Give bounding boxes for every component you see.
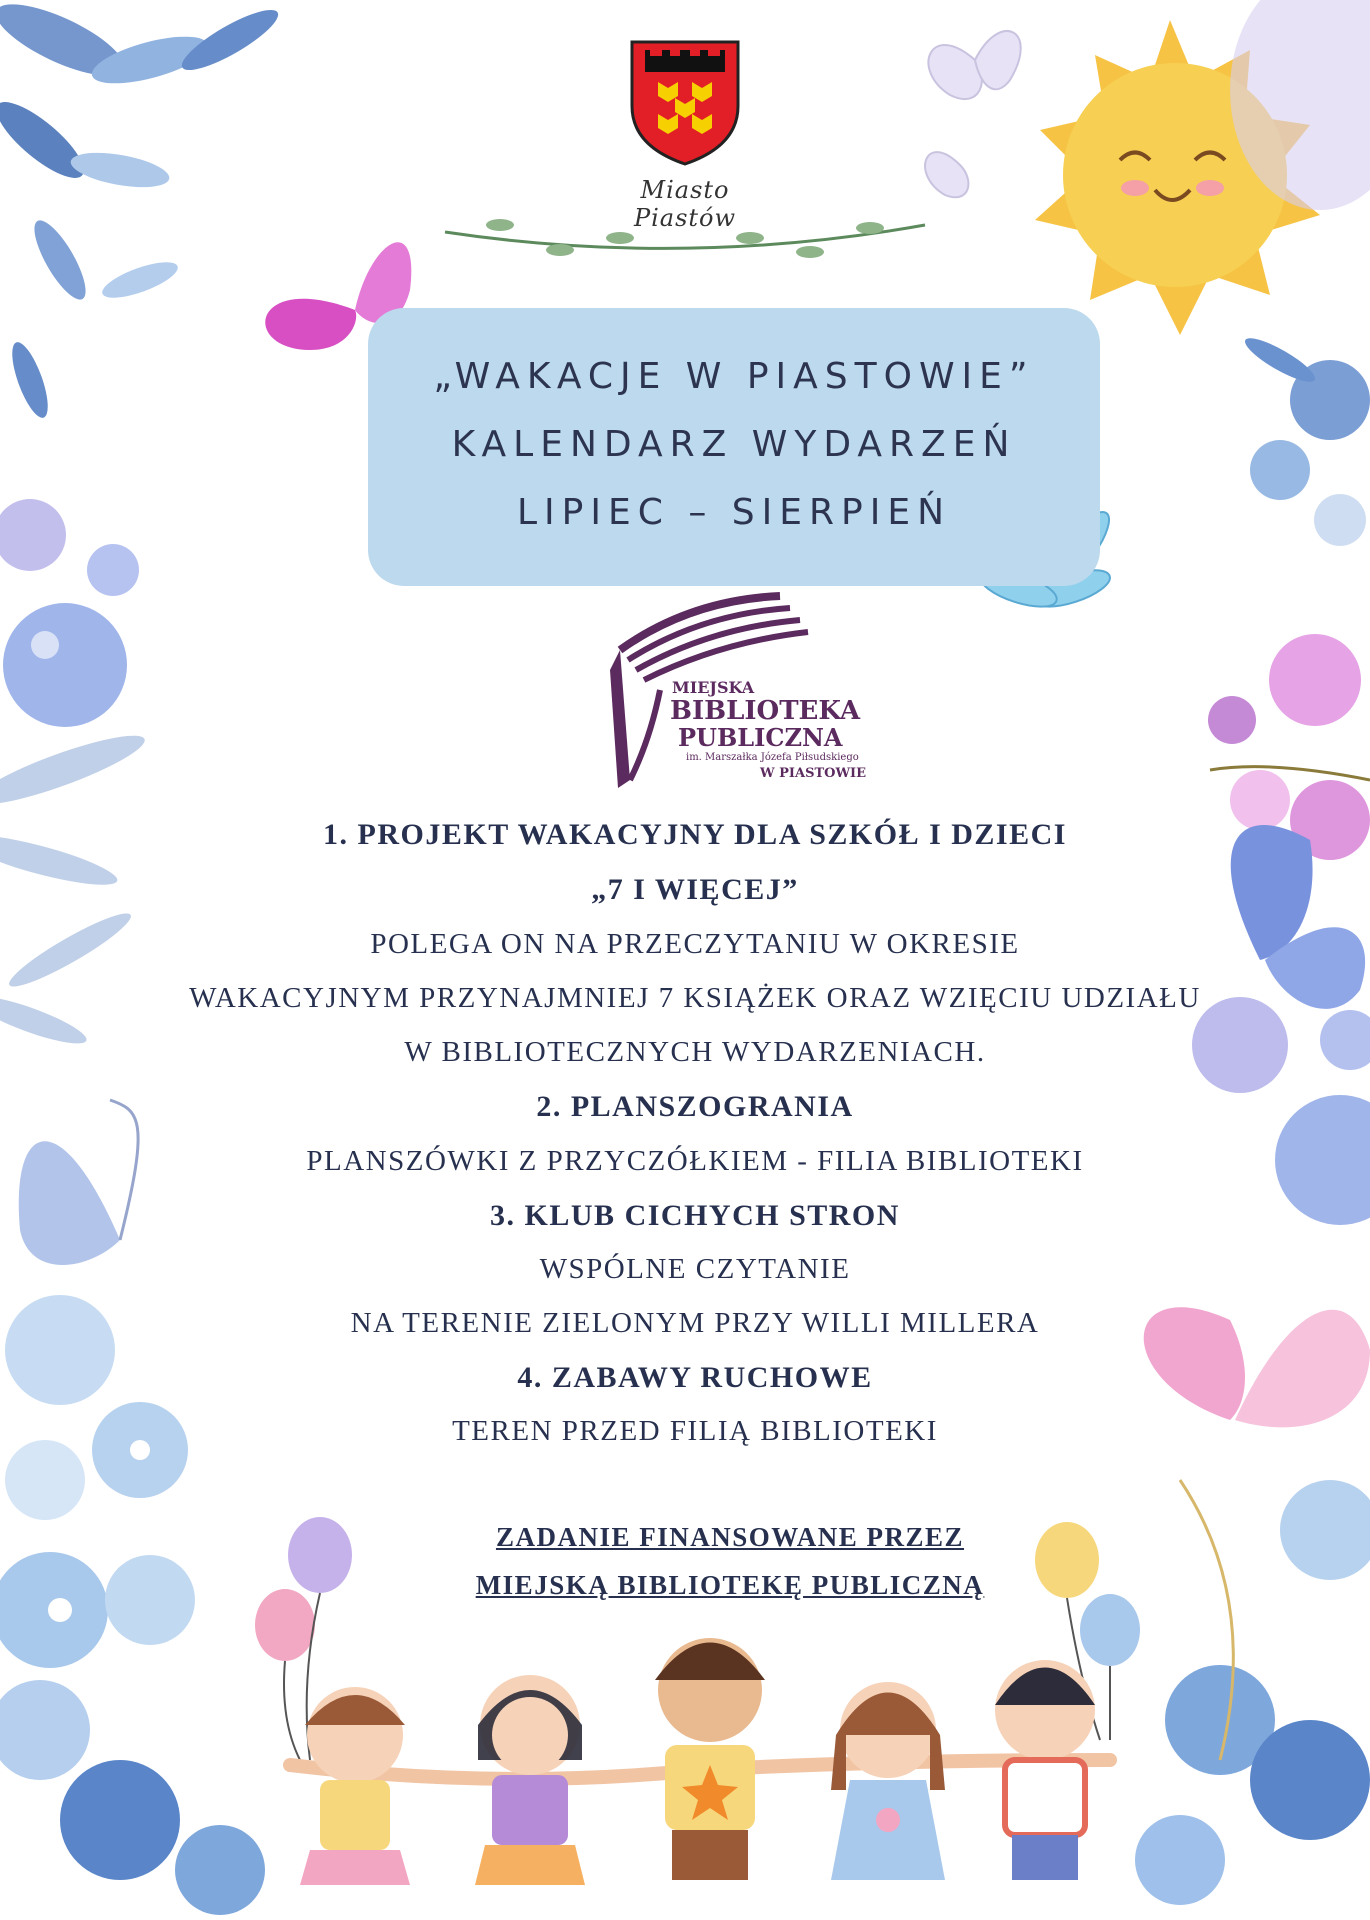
- title-line-2: KALENDARZ WYDARZEŃ: [451, 424, 1017, 465]
- town-name: Miasto Piastów: [633, 176, 737, 232]
- event-2-title: 2. PLANSZOGRANIA: [536, 1090, 854, 1123]
- event-1-description-3: W BIBLIOTECZNYCH WYDARZENIACH.: [404, 1036, 986, 1068]
- children-illustration: [290, 1638, 1110, 1885]
- orchids-right-icon: [1208, 634, 1370, 860]
- child-5-icon: [995, 1660, 1095, 1880]
- ferns-left-icon: [0, 724, 150, 1052]
- flowers-right-bottom-icon: [1135, 1480, 1370, 1905]
- event-1-description-1: POLEGA ON NA PRZECZYTANIU W OKRESIE: [370, 928, 1020, 960]
- library-logo-line-1: MIEJSKA: [672, 678, 755, 697]
- funding-line-2: MIEJSKĄ BIBLIOTEKĘ PUBLICZNĄ: [475, 1570, 985, 1600]
- butterflies-white-icon: [925, 31, 1021, 197]
- event-1-name: „7 I WIĘCEJ”: [591, 873, 799, 906]
- flowers-right-top-icon: [1240, 331, 1370, 546]
- title-line-3: LIPIEC – SIERPIEŃ: [517, 492, 951, 533]
- event-1-title: 1. PROJEKT WAKACYJNY DLA SZKÓŁ I DZIECI: [323, 818, 1067, 851]
- butterfly-left-icon: [19, 1100, 138, 1265]
- library-logo-line-5: W PIASTOWIE: [760, 766, 867, 781]
- event-3-description-2: NA TERENIE ZIELONYM PRZY WILLI MILLERA: [350, 1307, 1040, 1339]
- coat-of-arms-icon: [620, 36, 750, 166]
- town-logo: [620, 36, 750, 236]
- event-2-description: PLANSZÓWKI Z PRZYCZÓŁKIEM - FILIA BIBLIOTEKI: [306, 1145, 1084, 1177]
- leaves-top-left-icon: [0, 0, 285, 422]
- child-1-icon: [300, 1687, 410, 1885]
- event-3-description-1: WSPÓLNE CZYTANIE: [539, 1253, 851, 1285]
- child-4-icon: [831, 1682, 945, 1880]
- library-logo: [600, 590, 870, 790]
- library-logo-line-3: PUBLICZNA: [678, 723, 843, 752]
- event-1-description-2: WAKACYJNYM PRZYNAJMNIEJ 7 KSIĄŻEK ORAZ WZIĘCIU UDZIAŁU: [189, 982, 1201, 1014]
- event-3-title: 3. KLUB CICHYCH STRON: [490, 1199, 900, 1232]
- funding-line-1: ZADANIE FINANSOWANE PRZEZ: [495, 1522, 965, 1552]
- event-4-description: TEREN PRZED FILIĄ BIBLIOTEKI: [452, 1415, 938, 1447]
- library-logo-line-4: im. Marszałka Józefa Piłsudskiego: [686, 752, 859, 763]
- library-logo-line-2: BIBLIOTEKA: [670, 696, 861, 726]
- title-line-1: „WAKACJE W PIASTOWIE”: [433, 356, 1035, 397]
- bubbles-left-icon: [0, 499, 139, 727]
- event-4-title: 4. ZABAWY RUCHOWE: [517, 1361, 873, 1394]
- child-3-icon: [655, 1638, 765, 1880]
